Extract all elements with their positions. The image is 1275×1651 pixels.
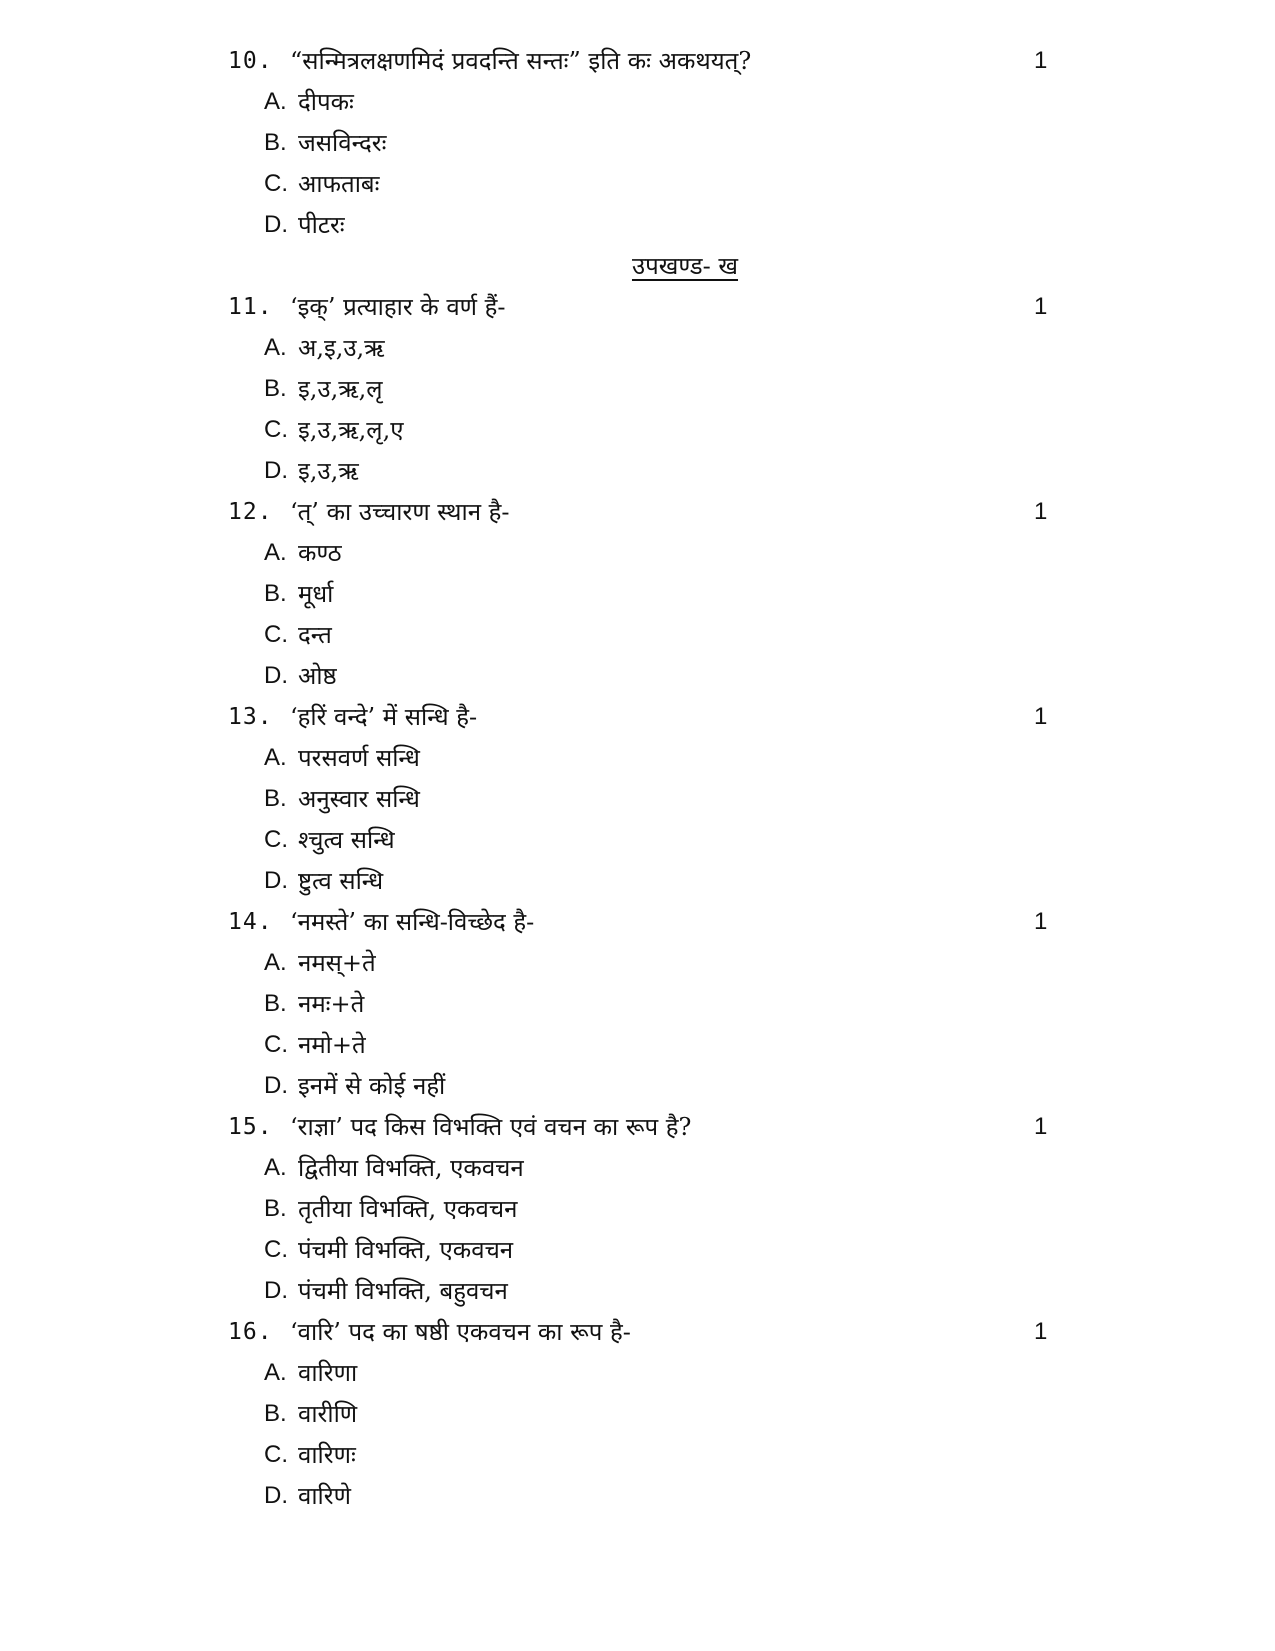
option-letter: B. [264, 785, 287, 812]
option-row [0, 573, 1275, 615]
question-row [0, 40, 1275, 82]
option-letter: B. [264, 1400, 287, 1427]
option-letter: A. [264, 539, 287, 566]
option-letter: B. [264, 375, 287, 402]
question-number: 16. [228, 1319, 273, 1345]
option-row [0, 1065, 1275, 1107]
option-row [0, 409, 1275, 451]
option-row [0, 81, 1275, 123]
option-text: ओष्ठ [298, 662, 337, 690]
option-row [0, 1188, 1275, 1230]
option-row [0, 1270, 1275, 1312]
option-row [0, 122, 1275, 164]
option-letter: C. [264, 1031, 288, 1058]
question-number: 11. [228, 294, 273, 320]
question-marks: 1 [1034, 1113, 1048, 1140]
option-row [0, 532, 1275, 574]
option-row [0, 1352, 1275, 1394]
option-letter: B. [264, 580, 287, 607]
question-number: 15. [228, 1114, 273, 1140]
option-text: इ,उ,ऋ,लृ,ए [298, 416, 404, 444]
option-text: आफताबः [298, 170, 380, 198]
option-text: मूर्धा [298, 580, 334, 608]
option-text: पंचमी विभक्ति, एकवचन [298, 1236, 514, 1264]
option-row [0, 1147, 1275, 1189]
question-row [0, 1311, 1275, 1353]
question-text: ‘नमस्ते’ का सन्धि-विच्छेद है- [290, 908, 535, 936]
option-letter: D. [264, 867, 288, 894]
option-text: वारिणा [298, 1359, 358, 1387]
option-letter: D. [264, 1277, 288, 1304]
option-letter: B. [264, 129, 287, 156]
option-row [0, 778, 1275, 820]
option-row [0, 450, 1275, 492]
option-letter: C. [264, 621, 288, 648]
option-letter: A. [264, 1359, 287, 1386]
option-text: वारीणि [298, 1400, 358, 1428]
option-row [0, 204, 1275, 246]
option-text: अ,इ,उ,ऋ [298, 334, 385, 362]
option-text: अनुस्वार सन्धि [298, 785, 420, 813]
option-letter: D. [264, 1482, 288, 1509]
option-letter: C. [264, 1441, 288, 1468]
question-marks: 1 [1034, 908, 1048, 935]
option-text: वारिणः [298, 1441, 356, 1469]
option-row [0, 860, 1275, 902]
question-row [0, 491, 1275, 533]
option-text: इ,उ,ऋ [298, 457, 359, 485]
option-letter: A. [264, 949, 287, 976]
question-text: ‘राज्ञा’ पद किस विभक्ति एवं वचन का रूप है? [290, 1113, 692, 1141]
option-letter: B. [264, 1195, 287, 1222]
option-letter: D. [264, 457, 288, 484]
option-row [0, 1475, 1275, 1517]
question-text: ‘इक्’ प्रत्याहार के वर्ण हैं- [290, 293, 506, 321]
option-letter: D. [264, 662, 288, 689]
option-row [0, 614, 1275, 656]
option-row [0, 655, 1275, 697]
option-text: परसवर्ण सन्धि [298, 744, 420, 772]
option-row [0, 327, 1275, 369]
option-row [0, 1024, 1275, 1066]
question-marks: 1 [1034, 703, 1048, 730]
question-text: “सन्मित्रलक्षणमिदं प्रवदन्ति सन्तः” इति कः अकथयत्? [290, 47, 752, 75]
option-text: इ,उ,ऋ,लृ [298, 375, 383, 403]
question-number: 10. [228, 48, 273, 74]
option-text: तृतीया विभक्ति, एकवचन [298, 1195, 518, 1223]
option-row [0, 368, 1275, 410]
section-heading-row [0, 245, 1275, 287]
option-text: पीटरः [298, 211, 345, 239]
option-text: दीपकः [298, 88, 354, 116]
question-text: ‘हरिं वन्दे’ में सन्धि है- [290, 703, 478, 731]
option-text: वारिणे [298, 1482, 351, 1510]
question-row [0, 696, 1275, 738]
option-text: श्चुत्व सन्धि [298, 826, 395, 854]
option-text: इनमें से कोई नहीं [298, 1072, 446, 1100]
option-row [0, 983, 1275, 1025]
question-marks: 1 [1034, 1318, 1048, 1345]
option-letter: D. [264, 1072, 288, 1099]
option-text: ष्टुत्व सन्धि [298, 867, 384, 895]
question-marks: 1 [1034, 293, 1048, 320]
option-letter: C. [264, 170, 288, 197]
option-letter: A. [264, 334, 287, 361]
option-row [0, 819, 1275, 861]
option-row [0, 1229, 1275, 1271]
question-row [0, 1106, 1275, 1148]
option-text: नमः+ते [298, 990, 365, 1018]
option-text: पंचमी विभक्ति, बहुवचन [298, 1277, 508, 1305]
question-row [0, 286, 1275, 328]
question-number: 14. [228, 909, 273, 935]
option-row [0, 737, 1275, 779]
option-letter: B. [264, 990, 287, 1017]
question-marks: 1 [1034, 47, 1048, 74]
question-marks: 1 [1034, 498, 1048, 525]
question-text: ‘त्’ का उच्चारण स्थान है- [290, 498, 510, 526]
question-number: 12. [228, 499, 273, 525]
question-row [0, 901, 1275, 943]
option-letter: D. [264, 211, 288, 238]
option-row [0, 1434, 1275, 1476]
option-row [0, 163, 1275, 205]
option-text: कण्ठ [298, 539, 342, 567]
option-text: जसविन्दरः [298, 129, 387, 157]
option-text: नमो+ते [298, 1031, 366, 1059]
option-text: नमस्+ते [298, 949, 376, 977]
option-letter: C. [264, 416, 288, 443]
option-text: द्वितीया विभक्ति, एकवचन [298, 1154, 524, 1182]
option-letter: A. [264, 744, 287, 771]
option-text: दन्त [298, 621, 332, 649]
option-letter: A. [264, 1154, 287, 1181]
option-letter: C. [264, 1236, 288, 1263]
option-letter: C. [264, 826, 288, 853]
question-number: 13. [228, 704, 273, 730]
section-heading: उपखण्ड- ख [631, 252, 739, 280]
option-row [0, 942, 1275, 984]
option-row [0, 1393, 1275, 1435]
question-text: ‘वारि’ पद का षष्ठी एकवचन का रूप है- [290, 1318, 631, 1346]
option-letter: A. [264, 88, 287, 115]
